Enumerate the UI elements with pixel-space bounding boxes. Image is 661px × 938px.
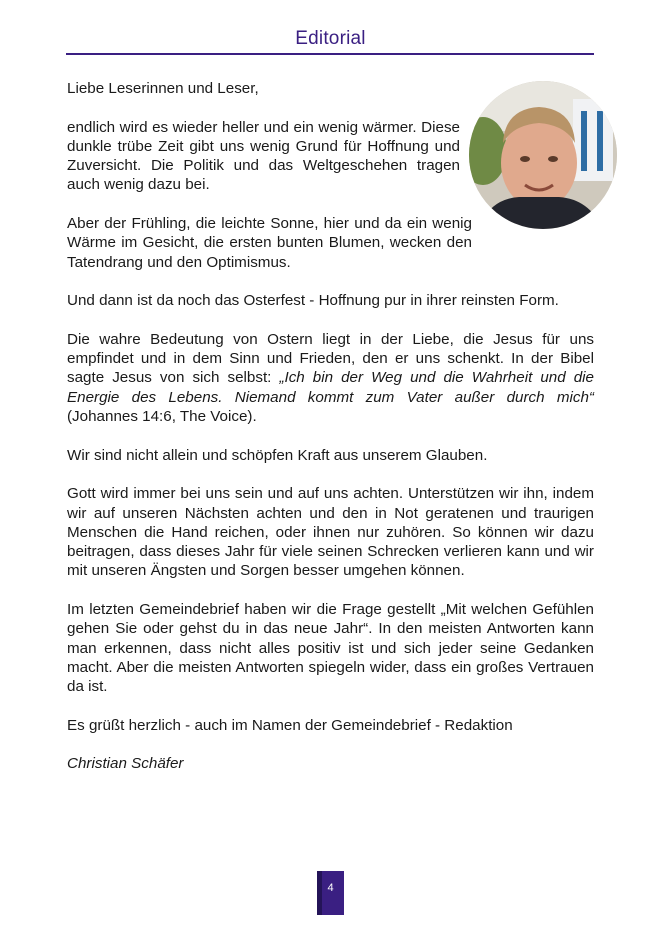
editorial-letter xyxy=(67,79,594,793)
closing-line: Es grüßt herzlich - auch im Namen der Gemeindebrief - Redaktion xyxy=(67,716,513,734)
header-divider xyxy=(66,53,594,55)
letter-paragraph: Aber der Frühling, die leichte Sonne, hier und da ein wenig Wärme im Gesicht, die ersten bunten Blumen, wecken den Tatendrang und den Optimismus. xyxy=(67,215,472,271)
letter-paragraph: Und dann ist da noch das Osterfest - Hoffnung pur in ihrer reinsten Form. xyxy=(67,292,559,310)
paragraph-text: (Johannes 14:6, The Voice). xyxy=(67,408,257,426)
salutation: Liebe Leserinnen und Leser, xyxy=(67,80,259,97)
signature: Christian Schäfer xyxy=(67,755,184,773)
paragraph-text: Die wahre Bedeutung von Ostern liegt in der Liebe, die Jesus für uns empfindet und in dem Sinn und Frieden, den er uns schenkt. In der Bibel sagte Jesus von sich selbst: xyxy=(67,330,594,387)
letter-paragraph: Gott wird immer bei uns sein und auf uns achten. Unterstützen wir ihn, indem wir auf unseren Nächsten achten und den in Not geratenen und traurigen Menschen die Hand reichen, oder ihnen nur zuhören. So können wir dazu beitragen, dass dieses Jahr für viele seinen Schrecken verlieren kann und wir mit unseren Ängsten und Sorgen besser umgehen können. xyxy=(67,485,594,580)
bible-quote: „Ich bin der Weg und die Wahrheit und die Energie des Lebens. Niemand kommt zum Vater außer durch mich“ xyxy=(67,369,594,406)
letter-paragraph: Wir sind nicht allein und schöpfen Kraft aus unserem Glauben. xyxy=(67,446,488,464)
letter-paragraph: Im letzten Gemeindebrief haben wir die Frage gestellt „Mit welchen Gefühlen gehen Sie oder gehst du in das neue Jahr“. In den meisten Antworten kann man erkennen, dass nicht alles positiv ist und sich jeder seine Gedanken macht. Aber die meisten Antworten spiegeln wider, dass ein großes Vertrauen da ist. xyxy=(67,601,594,696)
letter-paragraph: endlich wird es wieder heller und ein wenig wärmer. Diese dunkle trübe Zeit gibt uns wenig Grund für Hoffnung und Zuversicht. Die Politik und das Weltgeschehen tragen auch wenig dazu bei. xyxy=(67,118,460,194)
letter-paragraph xyxy=(67,330,594,426)
page-number: 4 xyxy=(327,882,334,894)
page-title: Editorial xyxy=(295,28,366,49)
